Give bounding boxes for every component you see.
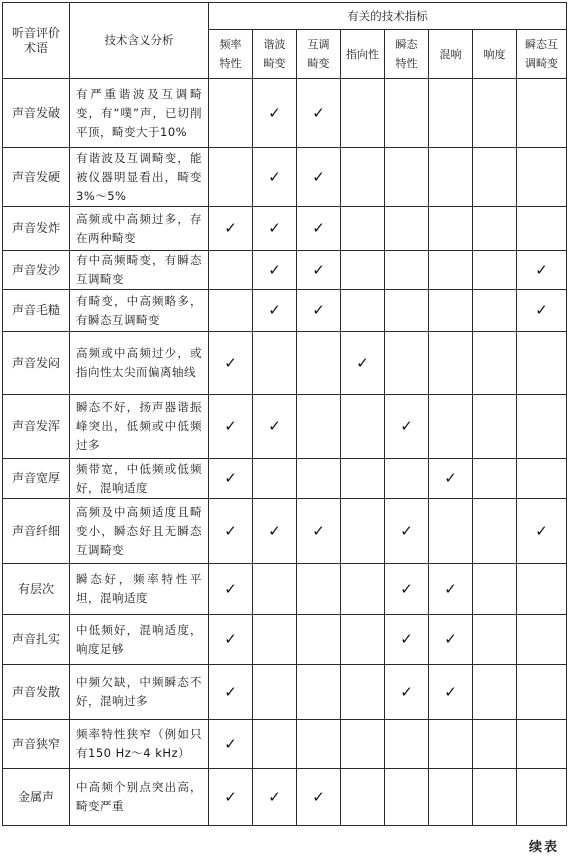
empty-cell: [341, 720, 385, 769]
table-row: [3, 564, 567, 615]
empty-cell: [517, 720, 567, 769]
check-mark: ✓: [253, 499, 297, 564]
empty-cell: [253, 459, 297, 499]
term-cell: 声音发破: [3, 79, 70, 148]
empty-cell: [341, 79, 385, 148]
empty-cell: [209, 79, 253, 148]
check-mark: ✓: [209, 332, 253, 395]
empty-cell: [297, 332, 341, 395]
empty-cell: [429, 499, 473, 564]
term-cell: 声音狭窄: [3, 720, 70, 769]
check-mark: ✓: [341, 332, 385, 395]
empty-cell: [253, 615, 297, 665]
meaning-cell: 瞬态不好，扬声器谐振峰突出，低频或中低频过多: [70, 395, 209, 459]
check-mark: ✓: [297, 148, 341, 207]
term-cell: 金属声: [3, 769, 70, 826]
table-row: [3, 251, 567, 290]
empty-cell: [297, 665, 341, 720]
check-mark: ✓: [253, 769, 297, 826]
empty-cell: [517, 148, 567, 207]
table-body: [3, 79, 567, 826]
empty-cell: [385, 79, 429, 148]
check-mark: ✓: [209, 459, 253, 499]
check-mark: ✓: [297, 207, 341, 251]
table-row: [3, 499, 567, 564]
check-mark: ✓: [297, 769, 341, 826]
check-mark: ✓: [209, 564, 253, 615]
empty-cell: [429, 720, 473, 769]
meaning-cell: 高频或中高频过多，存在两种畸变: [70, 207, 209, 251]
empty-cell: [341, 459, 385, 499]
table-row: [3, 769, 567, 826]
empty-cell: [253, 332, 297, 395]
header-indicator: 谐波 畸变: [253, 30, 297, 79]
check-mark: ✓: [429, 615, 473, 665]
check-mark: ✓: [209, 395, 253, 459]
empty-cell: [385, 720, 429, 769]
empty-cell: [385, 251, 429, 290]
term-cell: 声音发浑: [3, 395, 70, 459]
check-mark: ✓: [209, 720, 253, 769]
table-row: [3, 290, 567, 332]
meaning-cell: 有畸变，中高频略多，有瞬态互调畸变: [70, 290, 209, 332]
empty-cell: [517, 564, 567, 615]
empty-cell: [253, 665, 297, 720]
check-mark: ✓: [209, 665, 253, 720]
term-cell: 声音扎实: [3, 615, 70, 665]
empty-cell: [297, 459, 341, 499]
table-row: [3, 615, 567, 665]
empty-cell: [341, 769, 385, 826]
empty-cell: [341, 499, 385, 564]
table-row: [3, 459, 567, 499]
empty-cell: [473, 459, 517, 499]
empty-cell: [517, 459, 567, 499]
term-cell: 有层次: [3, 564, 70, 615]
empty-cell: [473, 720, 517, 769]
empty-cell: [297, 564, 341, 615]
empty-cell: [297, 720, 341, 769]
empty-cell: [429, 395, 473, 459]
empty-cell: [517, 665, 567, 720]
check-mark: ✓: [517, 290, 567, 332]
term-cell: 声音发沙: [3, 251, 70, 290]
empty-cell: [429, 251, 473, 290]
check-mark: ✓: [385, 564, 429, 615]
check-mark: ✓: [253, 79, 297, 148]
table-row: [3, 79, 567, 148]
check-mark: ✓: [297, 290, 341, 332]
header-indicator: 瞬态 特性: [385, 30, 429, 79]
check-mark: ✓: [253, 395, 297, 459]
term-cell: 声音发散: [3, 665, 70, 720]
empty-cell: [473, 769, 517, 826]
evaluation-table: [2, 2, 567, 826]
term-cell: 声音纤细: [3, 499, 70, 564]
header-meaning: 技术含义分析: [70, 3, 209, 79]
check-mark: ✓: [253, 290, 297, 332]
meaning-cell: 中频欠缺，中频瞬态不好，混响过多: [70, 665, 209, 720]
empty-cell: [341, 564, 385, 615]
check-mark: ✓: [209, 615, 253, 665]
meaning-cell: 中低频好，混响适度，响度足够: [70, 615, 209, 665]
empty-cell: [473, 395, 517, 459]
check-mark: ✓: [297, 79, 341, 148]
table-row: [3, 148, 567, 207]
empty-cell: [341, 207, 385, 251]
table-row: [3, 332, 567, 395]
term-cell: 声音发闷: [3, 332, 70, 395]
empty-cell: [517, 615, 567, 665]
empty-cell: [473, 332, 517, 395]
header-indicator: 响度: [473, 30, 517, 79]
check-mark: ✓: [297, 499, 341, 564]
header-indicator: 互调 畸变: [297, 30, 341, 79]
check-mark: ✓: [209, 769, 253, 826]
check-mark: ✓: [385, 499, 429, 564]
empty-cell: [473, 251, 517, 290]
check-mark: ✓: [517, 251, 567, 290]
term-cell: 声音宽厚: [3, 459, 70, 499]
table-row: [3, 720, 567, 769]
empty-cell: [473, 499, 517, 564]
meaning-cell: 中高频个别点突出高，畸变严重: [70, 769, 209, 826]
empty-cell: [473, 148, 517, 207]
check-mark: ✓: [429, 665, 473, 720]
check-mark: ✓: [429, 564, 473, 615]
empty-cell: [429, 332, 473, 395]
empty-cell: [341, 615, 385, 665]
empty-cell: [473, 207, 517, 251]
empty-cell: [517, 769, 567, 826]
meaning-cell: 频率特性狭窄（例如只有150 Hz～4 kHz）: [70, 720, 209, 769]
meaning-cell: 频带宽，中低频或低频好，混响适度: [70, 459, 209, 499]
check-mark: ✓: [253, 207, 297, 251]
meaning-cell: 高频或中高频过少，或指向性太尖而偏离轴线: [70, 332, 209, 395]
header-indicator: 混响: [429, 30, 473, 79]
empty-cell: [429, 769, 473, 826]
check-mark: ✓: [209, 207, 253, 251]
empty-cell: [297, 395, 341, 459]
empty-cell: [429, 79, 473, 148]
empty-cell: [341, 251, 385, 290]
empty-cell: [385, 290, 429, 332]
term-cell: 声音发炸: [3, 207, 70, 251]
empty-cell: [385, 148, 429, 207]
meaning-cell: 有严重谐波及互调畸变，有“噗”声，已切削平顶，畸变大于10%: [70, 79, 209, 148]
header-indicator: 指向性: [341, 30, 385, 79]
meaning-cell: 有中高频畸变，有瞬态互调畸变: [70, 251, 209, 290]
empty-cell: [473, 615, 517, 665]
empty-cell: [209, 290, 253, 332]
empty-cell: [429, 207, 473, 251]
empty-cell: [473, 290, 517, 332]
empty-cell: [253, 564, 297, 615]
table-row: [3, 665, 567, 720]
header-indicators-group: 有关的技术指标: [209, 3, 567, 30]
empty-cell: [341, 290, 385, 332]
empty-cell: [253, 720, 297, 769]
empty-cell: [517, 395, 567, 459]
check-mark: ✓: [429, 459, 473, 499]
term-cell: 声音毛糙: [3, 290, 70, 332]
empty-cell: [341, 148, 385, 207]
empty-cell: [473, 665, 517, 720]
empty-cell: [517, 332, 567, 395]
check-mark: ✓: [297, 251, 341, 290]
empty-cell: [209, 148, 253, 207]
empty-cell: [473, 79, 517, 148]
check-mark: ✓: [517, 499, 567, 564]
empty-cell: [341, 395, 385, 459]
empty-cell: [385, 332, 429, 395]
term-cell: 声音发硬: [3, 148, 70, 207]
table-row: [3, 207, 567, 251]
meaning-cell: 高频及中高频适度且畸变小，瞬态好且无瞬态互调畸变: [70, 499, 209, 564]
empty-cell: [385, 769, 429, 826]
meaning-cell: 瞬态好，频率特性平坦，混响适度: [70, 564, 209, 615]
check-mark: ✓: [385, 395, 429, 459]
check-mark: ✓: [209, 499, 253, 564]
empty-cell: [341, 665, 385, 720]
empty-cell: [517, 79, 567, 148]
check-mark: ✓: [253, 148, 297, 207]
empty-cell: [297, 615, 341, 665]
empty-cell: [517, 207, 567, 251]
empty-cell: [385, 207, 429, 251]
check-mark: ✓: [385, 615, 429, 665]
table-row: [3, 395, 567, 459]
empty-cell: [473, 564, 517, 615]
check-mark: ✓: [385, 665, 429, 720]
empty-cell: [209, 251, 253, 290]
header-indicator: 频率 特性: [209, 30, 253, 79]
empty-cell: [385, 459, 429, 499]
empty-cell: [429, 290, 473, 332]
empty-cell: [429, 148, 473, 207]
continued-label: 续表: [528, 840, 559, 855]
meaning-cell: 有谐波及互调畸变，能被仪器明显看出，畸变3%～5%: [70, 148, 209, 207]
header-row-1: [3, 3, 567, 30]
header-indicator: 瞬态互 调畸变: [517, 30, 567, 79]
header-term: 听音评价 术语: [3, 3, 70, 79]
check-mark: ✓: [253, 251, 297, 290]
